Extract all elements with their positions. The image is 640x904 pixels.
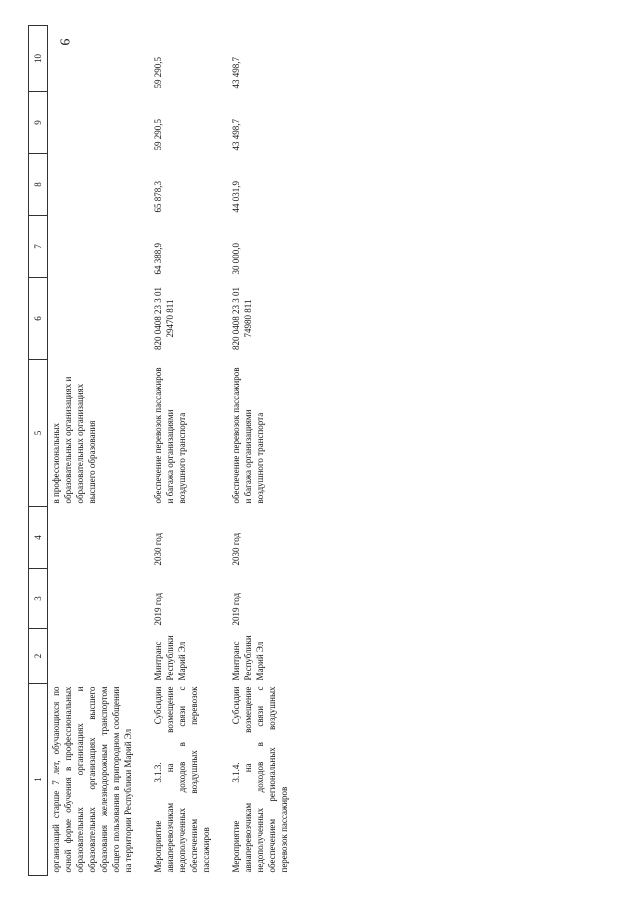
executor-cell: Минтранс Республики Марий Эл [231,635,265,681]
table-row [148,26,226,876]
amount-col10-cell: 43 498,7 [231,57,241,89]
activity-cell: организаций старше 7 лет, обучающихся по очной форме обучения в профессиональных образовательных организациях и образовательных организациях высшего образования железнодорожным транспортом общего пользования в пригородном сообщении на территории Республики Марий Эл [51,686,133,873]
start-year-cell: 2019 год [153,592,163,626]
amount-col7-cell [48,216,149,278]
activity-cell: Мероприятие 3.1.4. Субсидии авиаперевозчикам на возмещение недополученных доходов в связи с обеспечением региональных воздушных перевозок пассажиров [231,686,289,873]
result-cell: обеспечение перевозок пассажиров и багажа организациями воздушного транспорта [231,367,265,504]
column-header-9: 9 [29,92,48,154]
rotated-page-content [20,20,620,884]
table-row [48,26,149,876]
column-header-5: 5 [29,360,48,507]
program-activities-table [28,25,304,876]
amount-col9-cell [48,92,149,154]
activity-cell: Мероприятие 3.1.3. Субсидии авиаперевозчикам на возмещение недополученных доходов в связи с обеспечением воздушных перевозок пассажиров [153,686,211,873]
executor-cell: Минтранс Республики Марий Эл [153,635,187,681]
column-header-6: 6 [29,278,48,360]
column-header-3: 3 [29,569,48,629]
result-cell: в профессиональных образовательных организациях и образовательных организациях высшего образования [51,376,97,504]
table-row [226,26,304,876]
amount-col9-cell: 43 498,7 [231,119,241,151]
end-year-cell: 2030 год [153,532,163,566]
budget-code-cell: 820 0408 23 3 01 29470 811 [153,287,175,350]
column-number-header-row [29,26,48,876]
budget-code-cell: 820 0408 23 3 01 74980 811 [231,287,253,350]
end-year-cell: 2030 год [231,532,241,566]
column-header-7: 7 [29,216,48,278]
column-header-4: 4 [29,507,48,569]
start-year-cell [48,569,149,629]
budget-code-cell [48,278,149,360]
column-header-2: 2 [29,629,48,684]
amount-col8-cell [48,154,149,216]
column-header-10: 10 [29,26,48,92]
amount-col10-cell: 59 290,5 [153,57,163,89]
amount-col7-cell: 30 000,0 [231,243,241,275]
column-header-1: 1 [29,684,48,876]
column-header-8: 8 [29,154,48,216]
end-year-cell [48,507,149,569]
amount-col8-cell: 44 031,9 [231,181,241,213]
page-number: 9 [56,38,72,46]
amount-col7-cell: 64 388,9 [153,243,163,275]
amount-col10-cell [48,26,149,92]
amount-col8-cell: 65 878,3 [153,181,163,213]
start-year-cell: 2019 год [231,592,241,626]
amount-col9-cell: 59 290,5 [153,119,163,151]
result-cell: обеспечение перевозок пассажиров и багажа организациями воздушного транспорта [153,367,187,504]
executor-cell [48,629,149,684]
